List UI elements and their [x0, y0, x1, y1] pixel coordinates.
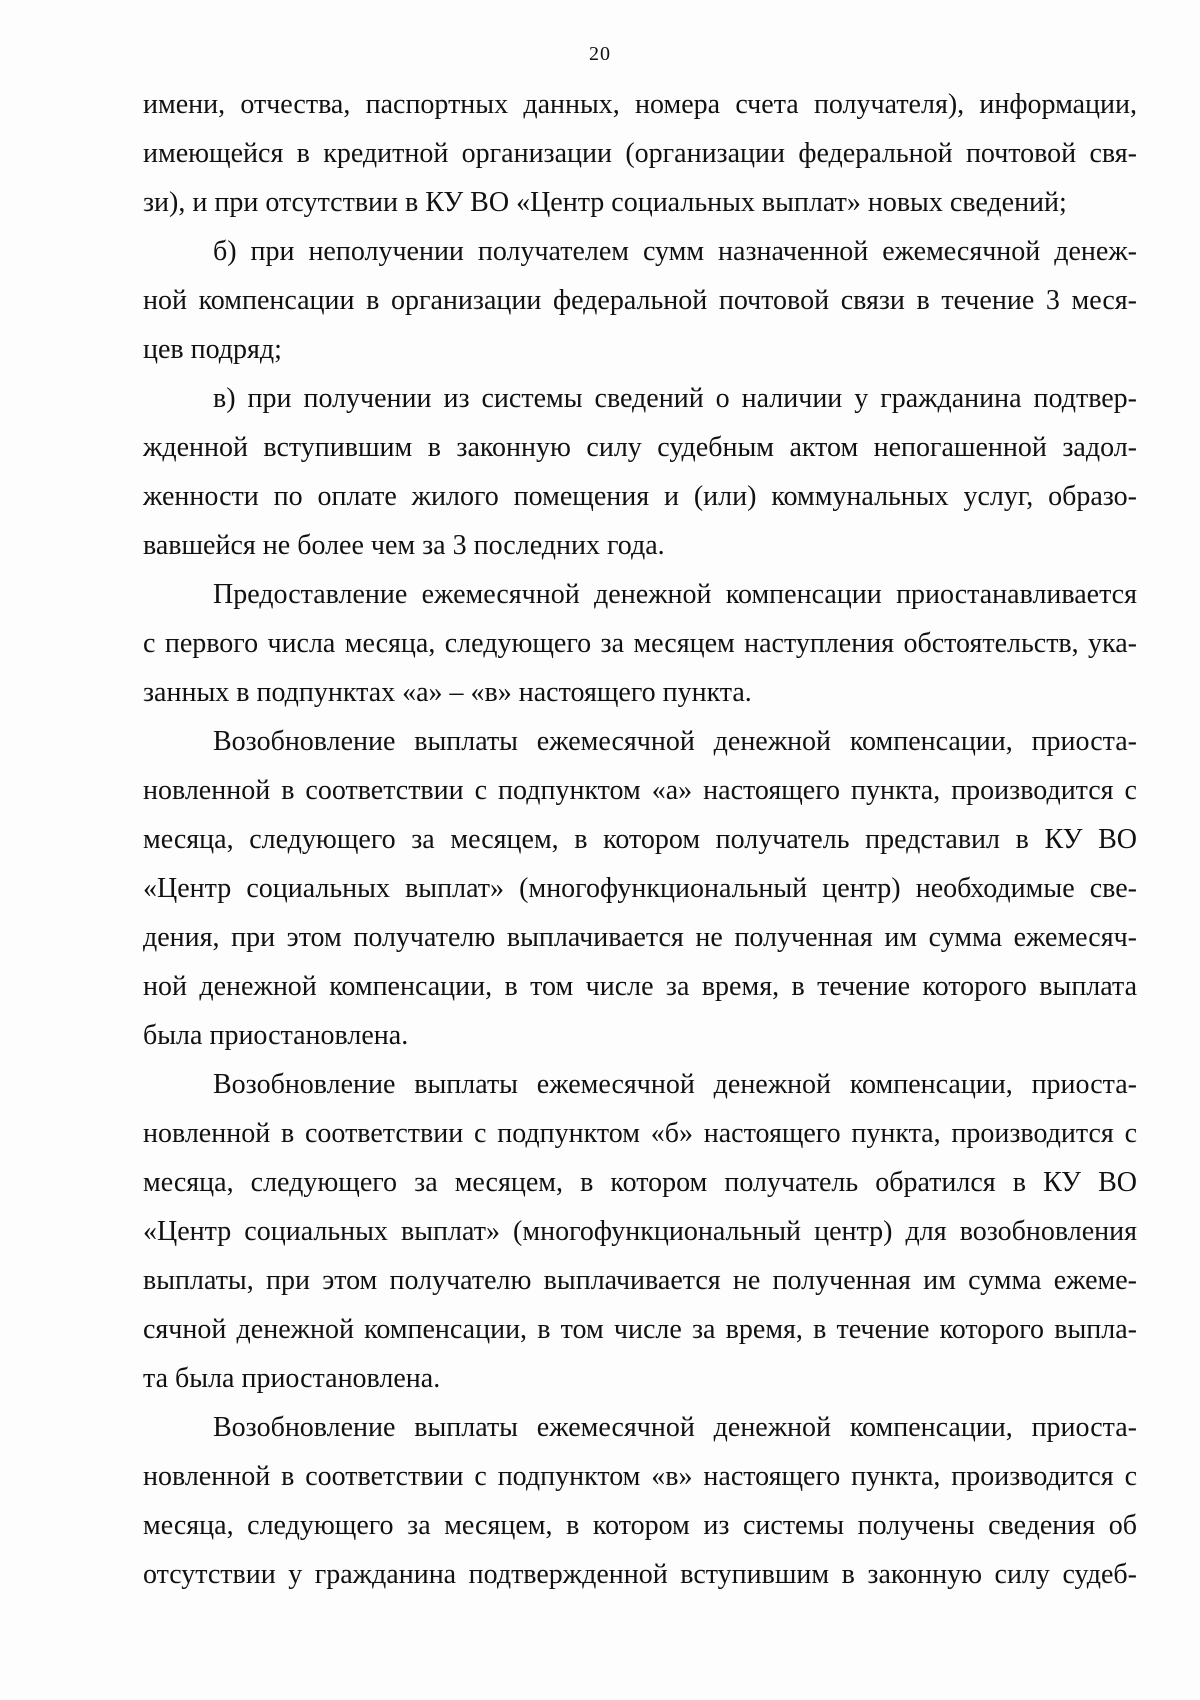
text-line: цев подряд;: [143, 334, 282, 365]
page-number: 20: [589, 43, 611, 65]
text-line: месяца, следующего за месяцем, в котором получатель представил в КУ ВО: [143, 824, 1137, 855]
text-line: б) при неполучении получателем сумм назначенной ежемесячной денеж-: [213, 236, 1137, 267]
text-line: месяца, следующего за месяцем, в котором получатель обратился в КУ ВО: [143, 1167, 1137, 1198]
text-line: занных в подпунктах «а» – «в» настоящего пункта.: [143, 677, 752, 708]
text-line: новленной в соответствии с подпунктом «б» настоящего пункта, производится с: [143, 1118, 1137, 1149]
text-line: новленной в соответствии с подпунктом «а» настоящего пункта, производится с: [143, 775, 1137, 806]
text-line: жденной вступившим в законную силу судебным актом непогашенной задол-: [143, 432, 1137, 463]
text-line: новленной в соответствии с подпунктом «в» настоящего пункта, производится с: [143, 1461, 1137, 1492]
text-line: та была приостановлена.: [143, 1363, 441, 1394]
text-line: дения, при этом получателю выплачивается не полученная им сумма ежемесяч-: [143, 922, 1137, 953]
text-line: вавшейся не более чем за 3 последних года.: [143, 530, 665, 561]
text-line: Возобновление выплаты ежемесячной денежной компенсации, приоста-: [213, 726, 1137, 757]
text-line: Предоставление ежемесячной денежной компенсации приостанавливается: [213, 579, 1137, 610]
text-line: Возобновление выплаты ежемесячной денежной компенсации, приоста-: [213, 1069, 1137, 1100]
text-line: ной денежной компенсации, в том числе за время, в течение которого выплата: [143, 971, 1137, 1002]
text-line: сячной денежной компенсации, в том числе за время, в течение которого выпла-: [143, 1314, 1137, 1345]
text-line: «Центр социальных выплат» (многофункциональный центр) необходимые све-: [143, 873, 1137, 904]
text-line: была приостановлена.: [143, 1020, 409, 1051]
text-line: выплаты, при этом получателю выплачивается не полученная им сумма ежеме-: [143, 1265, 1137, 1296]
text-line: «Центр социальных выплат» (многофункциональный центр) для возобновления: [143, 1216, 1137, 1247]
text-line: ной компенсации в организации федеральной почтовой связи в течение 3 меся-: [143, 285, 1137, 316]
text-line: зи), и при отсутствии в КУ ВО «Центр социальных выплат» новых сведений;: [143, 187, 1067, 218]
text-line: имени, отчества, паспортных данных, номера счета получателя), информации,: [143, 89, 1137, 120]
text-line: Возобновление выплаты ежемесячной денежной компенсации, приоста-: [213, 1412, 1137, 1443]
text-line: отсутствии у гражданина подтвержденной вступившим в законную силу судеб-: [143, 1559, 1137, 1590]
text-line: с первого числа месяца, следующего за месяцем наступления обстоятельств, ука-: [143, 628, 1137, 659]
body-text: [143, 80, 1137, 1599]
text-line: месяца, следующего за месяцем, в котором из системы получены сведения об: [143, 1510, 1137, 1541]
text-line: женности по оплате жилого помещения и (или) коммунальных услуг, образо-: [143, 481, 1137, 512]
text-line: имеющейся в кредитной организации (организации федеральной почтовой свя-: [143, 138, 1137, 169]
text-line: в) при получении из системы сведений о наличии у гражданина подтвер-: [213, 383, 1137, 414]
